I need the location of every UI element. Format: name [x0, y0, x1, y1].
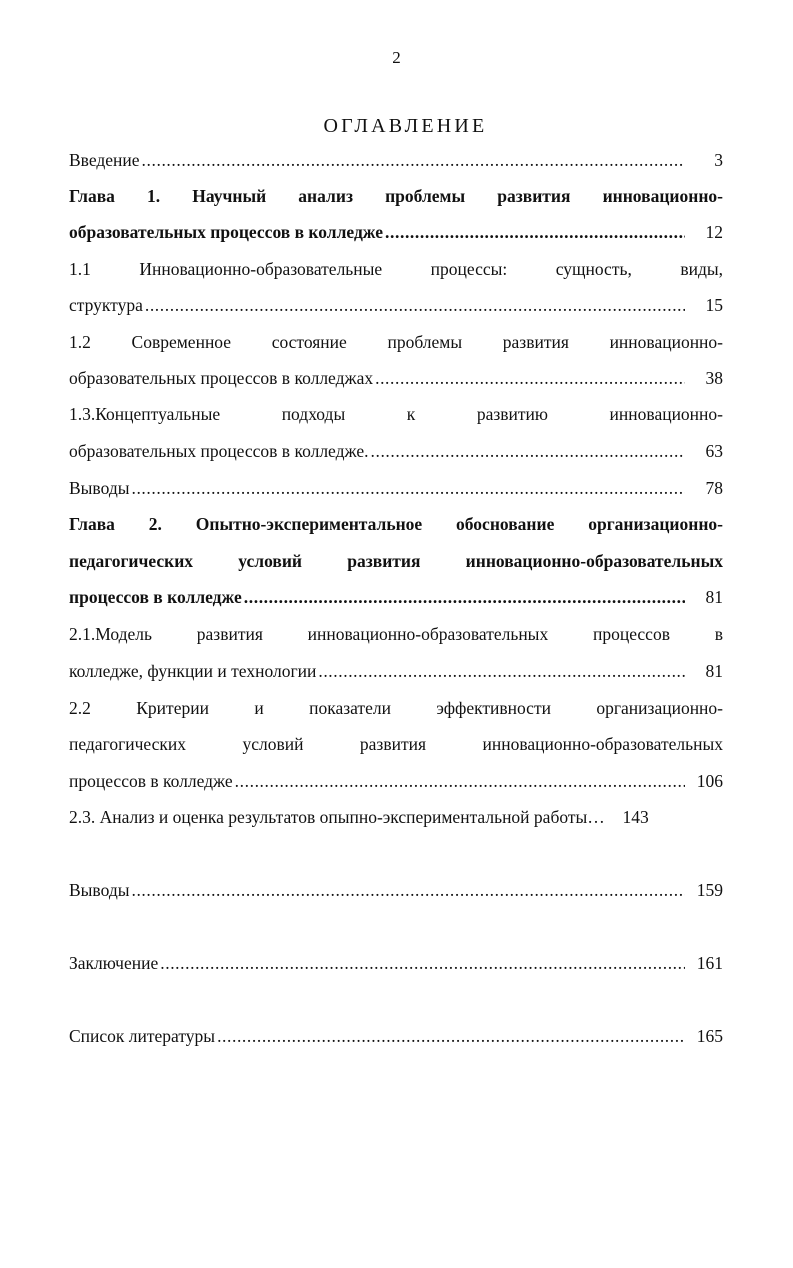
toc-entry-conclusion[interactable]	[69, 950, 723, 976]
toc-title: ОГЛАВЛЕНИЕ	[323, 115, 488, 137]
toc-page-number: 38	[705, 368, 723, 388]
toc-page-number: 63	[705, 441, 723, 461]
toc-entry-1-3[interactable]	[69, 438, 723, 464]
dot-leader	[131, 475, 685, 501]
toc-entry-1-2-line-1[interactable]: 1.2 Современное состояние проблемы развития инновационно-	[69, 332, 723, 352]
dot-leader	[244, 584, 685, 610]
toc-page-number: 78	[705, 478, 723, 498]
toc-entry-2-2-line-1[interactable]: 2.2 Критерии и показатели эффективности организационно-	[69, 698, 723, 718]
toc-entry-text: структура	[69, 295, 143, 315]
dot-leader	[160, 950, 685, 976]
toc-page-number: 106	[696, 771, 723, 791]
toc-entry-text: Заключение	[69, 953, 159, 973]
toc-entry-conclusions-1[interactable]	[69, 475, 723, 501]
dot-leader	[235, 768, 685, 794]
toc-entry-text: образовательных процессов в колледже	[69, 222, 384, 242]
toc-entry-text: образовательных процессов в колледжах	[69, 368, 374, 388]
toc-entry-1-3-line-1[interactable]: 1.3.Концептуальные подходы к развитию инновационно-	[69, 404, 723, 424]
toc-entry-chapter-2-line-2[interactable]: педагогических условий развития инновационно-образовательных	[69, 551, 723, 571]
toc-entry-1-1[interactable]	[69, 292, 723, 318]
toc-entry-text: Список литературы	[69, 1026, 216, 1046]
toc-entry-text: процессов в колледже	[69, 771, 233, 791]
dot-leader	[385, 219, 685, 245]
toc-entry-references[interactable]	[69, 1023, 723, 1049]
toc-entry-1-2[interactable]	[69, 365, 723, 391]
toc-entry-1-1-line-1[interactable]: 1.1 Инновационно-образовательные процессы: сущность, виды,	[69, 259, 723, 279]
toc-entry-conclusions-2[interactable]	[69, 877, 723, 903]
toc-entry-chapter-1[interactable]	[69, 219, 723, 245]
dot-leader	[318, 658, 685, 684]
toc-entry-2-1[interactable]	[69, 658, 723, 684]
toc-page-number: 165	[696, 1026, 723, 1046]
toc-entry-text: Выводы	[69, 880, 130, 900]
toc-entry-chapter-2-line-1[interactable]: Глава 2. Опытно-экспериментальное обоснование организационно-	[69, 514, 723, 534]
toc-page-number: 143	[622, 807, 649, 827]
toc-page-number: 159	[696, 880, 723, 900]
toc-entry-chapter-2[interactable]	[69, 584, 723, 610]
toc-entry-2-1-line-1[interactable]: 2.1.Модель развития инновационно-образовательных процессов в	[69, 624, 723, 644]
toc-entry-2-2-line-2[interactable]: педагогических условий развития инновационно-образовательных	[69, 734, 723, 754]
toc-page-number: 12	[705, 222, 723, 242]
toc-page-number: 15	[705, 295, 723, 315]
toc-entry-2-2[interactable]	[69, 768, 723, 794]
toc-entry-text: процессов в колледже	[69, 587, 242, 607]
toc-entry-text: 2.3. Анализ и оценка результатов опыпно-экспериментальной работы…	[69, 807, 605, 827]
toc-page-number: 3	[714, 150, 723, 170]
page-number: 2	[392, 48, 401, 67]
toc-entry-intro[interactable]	[69, 147, 723, 173]
dot-leader	[145, 292, 685, 318]
dot-leader	[217, 1023, 685, 1049]
toc-page-number: 81	[705, 587, 723, 607]
dot-leader	[371, 438, 686, 464]
dot-leader	[131, 877, 685, 903]
toc-page-number: 161	[696, 953, 723, 973]
toc-entry-text: Выводы	[69, 478, 130, 498]
toc-entry-text: колледже, функции и технологии	[69, 661, 317, 681]
toc-entry-chapter-1-line-1[interactable]: Глава 1. Научный анализ проблемы развития инновационно-	[69, 186, 723, 206]
toc-entry-text: образовательных процессов в колледже.	[69, 441, 369, 461]
toc-page-number: 81	[705, 661, 723, 681]
toc-entry-text: Введение	[69, 150, 140, 170]
toc-entry-2-3[interactable]	[69, 804, 723, 830]
dot-leader	[375, 365, 685, 391]
dot-leader	[142, 147, 685, 173]
